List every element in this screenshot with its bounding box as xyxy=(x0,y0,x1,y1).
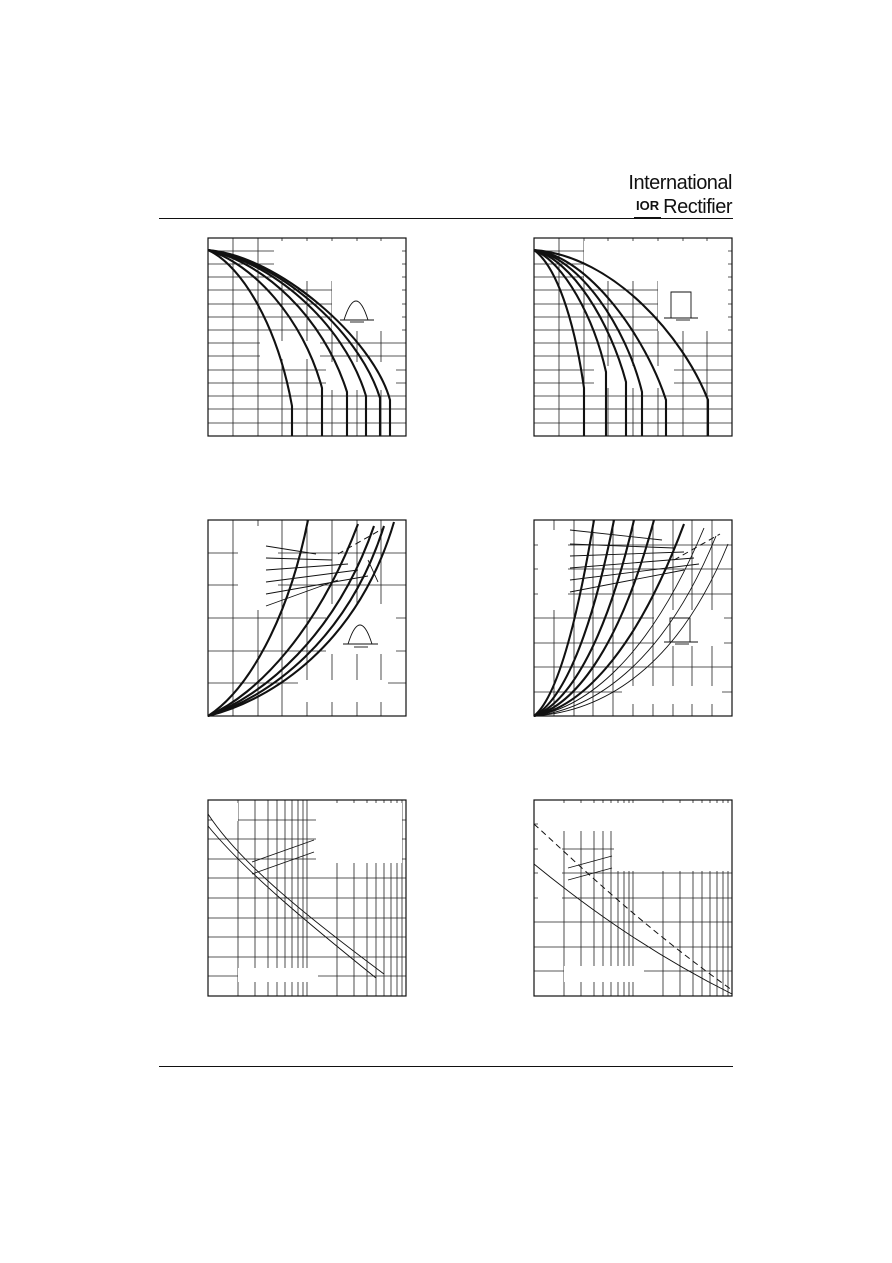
chart-5-legend-leaders xyxy=(252,840,314,874)
chart-2 xyxy=(534,238,732,436)
chart-4 xyxy=(534,520,732,716)
chart-4-legend-leaders xyxy=(570,530,720,592)
chart-6 xyxy=(534,800,732,996)
chart-3 xyxy=(208,520,406,716)
brand-name-line2-row xyxy=(628,195,732,219)
brand-name-line2: Rectifier xyxy=(663,196,732,218)
brand-name-line1: International xyxy=(628,172,732,194)
chart-1 xyxy=(208,238,406,436)
brand-logo xyxy=(628,172,732,219)
footer-rule xyxy=(159,1066,733,1067)
header-rule xyxy=(159,218,733,219)
chart-6-legend-leaders xyxy=(568,856,612,880)
ior-logo-icon: IOR xyxy=(634,195,661,219)
chart-5 xyxy=(208,800,406,996)
